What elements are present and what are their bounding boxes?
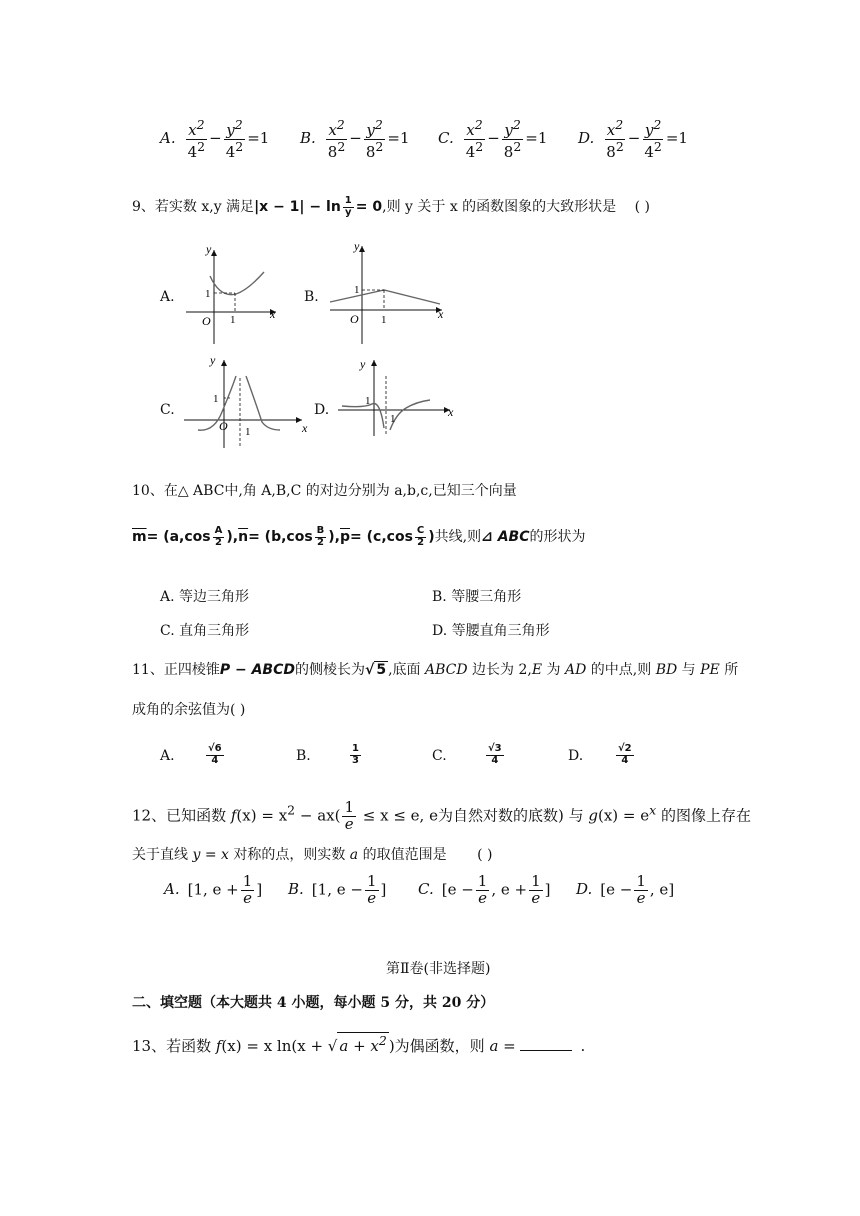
q12-f: f bbox=[230, 806, 237, 825]
vector-p-value: = (c,cos bbox=[350, 529, 413, 545]
q11-sqrt5: √ 5 bbox=[364, 662, 387, 678]
q10-tail2: 的形状为 bbox=[529, 529, 586, 545]
graph-d-one-y: 1 bbox=[365, 395, 371, 407]
q12-d-label: D. bbox=[576, 880, 593, 899]
q12-line1 bbox=[132, 800, 751, 833]
graph-b-x-label: x bbox=[438, 307, 444, 321]
q8-y-num-exp: 2 bbox=[374, 117, 383, 132]
q11-option-b-frac bbox=[348, 744, 363, 766]
q11-sqrt5-value: 5 bbox=[376, 662, 387, 678]
q8-option-d bbox=[578, 118, 688, 161]
q8-x-num: $x^2$ bbox=[466, 117, 483, 139]
q8-rhs: =1 bbox=[665, 129, 688, 148]
q13-radicand: a + x bbox=[339, 1037, 379, 1055]
q12-paren: ( ) bbox=[477, 847, 493, 863]
q10-close-m: ), bbox=[226, 529, 239, 545]
q11-text-h: 所 bbox=[719, 662, 739, 678]
q11-option-c bbox=[432, 748, 447, 764]
q10-option-a bbox=[160, 586, 249, 606]
q10-option-b-text: 等腰三角形 bbox=[451, 589, 522, 605]
q12-a-open: [1, e + bbox=[187, 880, 239, 899]
q12-d-close: ] bbox=[668, 880, 675, 899]
vector-m-value: = (a,cos bbox=[146, 529, 211, 545]
vector-n: $\overline{n}$ bbox=[238, 529, 249, 545]
q8-y-fraction bbox=[642, 118, 664, 161]
q8-option-b bbox=[300, 118, 410, 161]
q8-x-den: $4^2$ bbox=[187, 138, 206, 161]
q12-option-d bbox=[576, 874, 674, 907]
frac-a-over-2 bbox=[213, 526, 225, 548]
q10-option-c-text: 直角三角形 bbox=[179, 623, 250, 639]
q8-y-fraction bbox=[224, 118, 246, 161]
q10-option-c bbox=[160, 620, 249, 640]
q12-exp: x bbox=[649, 802, 657, 818]
frac-b-num: B bbox=[316, 525, 325, 536]
graph-d-x-label: x bbox=[448, 405, 454, 419]
q12-d-num: 1 bbox=[636, 872, 646, 890]
q10-option-b-label: B. bbox=[432, 589, 447, 605]
q8-x-num-exp: 2 bbox=[615, 117, 624, 132]
graph-b-origin: O bbox=[350, 312, 359, 326]
q11-c-den: 4 bbox=[491, 754, 499, 766]
q10-option-a-text: 等边三角形 bbox=[179, 589, 250, 605]
q8-x-num-exp: 2 bbox=[196, 117, 205, 132]
q8-y-fraction bbox=[364, 118, 386, 161]
q12-text-b: − ax( bbox=[295, 806, 341, 825]
section-title: 第Ⅱ卷(非选择题) bbox=[386, 961, 491, 977]
q8-y-den: $4^2$ bbox=[644, 138, 662, 161]
q11-text-a: 11、正四棱锥 bbox=[132, 662, 220, 678]
q10-option-a-label: A. bbox=[160, 589, 175, 605]
q11-text-f: 的中点,则 bbox=[586, 662, 656, 678]
q11-option-b bbox=[296, 748, 311, 764]
q8-y-fraction bbox=[502, 118, 524, 161]
q9-option-d-label: D. bbox=[314, 402, 330, 418]
q11-a-den: 4 bbox=[211, 754, 219, 766]
q11-bd: BD bbox=[655, 662, 678, 678]
q13-var-a: a bbox=[489, 1037, 499, 1055]
q8-x-fraction bbox=[604, 118, 626, 161]
q12-c-num2: 1 bbox=[531, 872, 541, 890]
q8-x-den-exp: 2 bbox=[615, 138, 624, 154]
q12-option-b bbox=[288, 874, 386, 907]
q12-square: 2 bbox=[287, 802, 296, 818]
q8-option-label: A. bbox=[160, 129, 176, 148]
graph-a-one-x: 1 bbox=[230, 314, 236, 326]
q12-b-label: B. bbox=[288, 880, 304, 899]
q12-gx: (x) = e bbox=[597, 806, 650, 825]
frac-a-num: A bbox=[214, 525, 223, 536]
vector-p: $\overline{p}$ bbox=[340, 529, 351, 545]
graph-c-one-x: 1 bbox=[245, 426, 251, 438]
q8-rhs: =1 bbox=[247, 129, 270, 148]
q9-graph-c bbox=[180, 350, 320, 450]
q13-sqrt: √ $a + x^2$ bbox=[327, 1033, 387, 1055]
q8-y-den-exp: 2 bbox=[375, 138, 384, 154]
q12-line2 bbox=[132, 844, 492, 864]
q12-c-mid: , e + bbox=[491, 880, 528, 899]
q11-option-c-frac: $\frac{√3}{4}$ bbox=[488, 743, 502, 766]
frac-c-over-2 bbox=[415, 526, 426, 548]
graph-a-one-y: 1 bbox=[205, 288, 211, 300]
q13-text-c: )为偶函数，则 bbox=[388, 1037, 490, 1055]
q8-y-num: $y^2$ bbox=[504, 117, 521, 139]
q9-option-a-label: A. bbox=[160, 289, 175, 305]
q9-graph-b bbox=[324, 238, 454, 348]
q11-pyramid: P − ABCD bbox=[219, 662, 295, 678]
q8-y-num-exp: 2 bbox=[234, 117, 243, 132]
graph-c-one-y: 1 bbox=[213, 393, 219, 405]
q8-minus: − bbox=[487, 129, 500, 148]
q11-text-b: 的侧棱长为 bbox=[294, 662, 365, 678]
q12-d-open: [e − bbox=[600, 880, 633, 899]
q8-y-num: $y^2$ bbox=[366, 117, 383, 139]
q11-text-d: 边长为 2, bbox=[467, 662, 532, 678]
graph-d-y-label: y bbox=[360, 357, 366, 371]
q9-graph-a bbox=[180, 238, 290, 348]
frac-b-over-2 bbox=[315, 526, 327, 548]
q11-option-b-label: B. bbox=[296, 748, 311, 764]
q11-option-d-label: D. bbox=[568, 748, 584, 764]
q11-option-d bbox=[568, 748, 583, 764]
q8-option-label: D. bbox=[578, 129, 595, 148]
graph-c-y-label: y bbox=[210, 353, 216, 367]
q8-y-den: $4^2$ bbox=[225, 138, 244, 161]
q8-x-fraction bbox=[464, 118, 486, 161]
q12-line-eq: y = x bbox=[192, 847, 229, 863]
q8-y-den-exp: 2 bbox=[235, 138, 244, 154]
q12-c-den1: e bbox=[478, 888, 488, 907]
q8-y-den-exp: 2 bbox=[653, 138, 662, 154]
graph-c-origin: O bbox=[219, 419, 228, 433]
frac-c-den: 2 bbox=[417, 536, 425, 548]
q10-close-c: ) bbox=[428, 529, 435, 545]
graph-a-x-label: x bbox=[270, 307, 276, 321]
q8-y-den: $8^2$ bbox=[503, 138, 522, 161]
q12-a-close: ] bbox=[256, 880, 263, 899]
q11-option-c-label: C. bbox=[432, 748, 447, 764]
q11-option-d-frac: $\frac{√2}{4}$ bbox=[618, 743, 632, 766]
q13-eq: = bbox=[498, 1037, 516, 1055]
q12-frac-den: e bbox=[344, 814, 354, 833]
q8-minus: − bbox=[349, 129, 362, 148]
q9-condition-a: |x − 1| − ln bbox=[254, 199, 341, 215]
q8-x-den-exp: 2 bbox=[475, 138, 484, 154]
q12-c-open: [e − bbox=[441, 880, 474, 899]
q10-option-b bbox=[432, 586, 521, 606]
q11-d-num: 2 bbox=[624, 743, 632, 754]
q13-text-a: 13、若函数 bbox=[132, 1037, 216, 1055]
q9-prefix: 9、若实数 x,y 满足 bbox=[132, 199, 255, 215]
q8-x-den-exp: 2 bbox=[337, 138, 346, 154]
q8-x-fraction bbox=[326, 118, 348, 161]
q12-c-close: ] bbox=[544, 880, 551, 899]
q9-fraction-num: 1 bbox=[344, 195, 352, 206]
vector-n-value: = (b,cos bbox=[248, 529, 313, 545]
q8-x-num: $x^2$ bbox=[188, 117, 205, 139]
q9-question bbox=[132, 196, 650, 218]
q10-option-d bbox=[432, 620, 550, 640]
q9-fraction-den: y bbox=[345, 206, 352, 218]
q8-y-num-exp: 2 bbox=[653, 117, 662, 132]
frac-c-num: C bbox=[416, 525, 425, 536]
q8-y-num-exp: 2 bbox=[512, 117, 521, 132]
q9-paren: ( ) bbox=[634, 199, 651, 215]
q8-option-label: B. bbox=[300, 129, 316, 148]
q11-abcd: ABCD bbox=[424, 662, 468, 678]
q8-x-num-exp: 2 bbox=[474, 117, 483, 132]
q11-point-e: E bbox=[531, 662, 543, 678]
q10-close-n: ), bbox=[328, 529, 340, 545]
graph-d-one-x: 1 bbox=[390, 413, 396, 425]
q13-text-b: (x) = x ln(x + bbox=[221, 1037, 328, 1055]
q10-vectors bbox=[132, 526, 586, 548]
graph-a-origin: O bbox=[202, 314, 211, 328]
q12-b-open: [1, e − bbox=[311, 880, 363, 899]
q10-tail: 共线,则 bbox=[434, 529, 482, 545]
q12-option-a bbox=[164, 874, 262, 907]
q11-line1 bbox=[132, 659, 738, 679]
q12-c-label: C. bbox=[418, 880, 434, 899]
q12-text-a: 12、已知函数 bbox=[132, 806, 231, 825]
q11-option-a-frac: $\frac{√6}{4}$ bbox=[208, 743, 222, 766]
q9-condition-fraction bbox=[343, 196, 354, 218]
q11-c-num: 3 bbox=[494, 743, 502, 754]
q8-y-den: $8^2$ bbox=[365, 138, 384, 161]
q12-a-label: A. bbox=[164, 880, 180, 899]
vector-m: $\overline{m}$ bbox=[132, 529, 147, 545]
graph-b-one-x: 1 bbox=[381, 314, 387, 326]
graph-a-y-label: y bbox=[206, 242, 212, 256]
q10-line1: 10、在△ ABC中,角 A,B,C 的对边分别为 a,b,c,已知三个向量 bbox=[132, 483, 517, 499]
q10-option-c-label: C. bbox=[160, 623, 175, 639]
q12-d-den: e bbox=[636, 888, 646, 907]
q11-text-g: 与 bbox=[677, 662, 701, 678]
q12-text-d: 的图像上存在 bbox=[656, 806, 751, 825]
section-heading: 二、填空题（本大题共 4 小题，每小题 5 分，共 20 分） bbox=[132, 995, 495, 1011]
q13-question bbox=[132, 1032, 585, 1056]
q11-pe: PE bbox=[700, 662, 720, 678]
q8-x-num: $x^2$ bbox=[328, 117, 345, 139]
q13-end: . bbox=[575, 1037, 586, 1055]
q11-b-den: 3 bbox=[352, 754, 359, 766]
q11-option-a bbox=[160, 748, 175, 764]
q12-line2-a: 关于直线 bbox=[132, 847, 193, 863]
q8-x-den: $8^2$ bbox=[606, 138, 624, 161]
q12-c-num1: 1 bbox=[477, 872, 488, 890]
q8-x-num-exp: 2 bbox=[336, 117, 345, 132]
q11-text-e: 为 bbox=[542, 662, 565, 678]
q10-triangle: ⊿ ABC bbox=[481, 529, 530, 545]
q11-option-a-label: A. bbox=[160, 748, 175, 764]
q13-square: 2 bbox=[378, 1033, 387, 1048]
q8-y-num: $y^2$ bbox=[644, 117, 662, 139]
graph-c-x-label: x bbox=[302, 421, 308, 435]
q9-option-b-label: B. bbox=[304, 289, 319, 305]
q12-var-a: a bbox=[349, 847, 359, 863]
q12-option-c bbox=[418, 874, 551, 907]
q8-option-c bbox=[438, 118, 547, 161]
q9-suffix: ,则 y 关于 x 的函数图象的大致形状是 bbox=[382, 199, 617, 215]
frac-b-den: 2 bbox=[316, 536, 324, 548]
graph-b-y-label: y bbox=[354, 239, 360, 253]
q9-option-c-label: C. bbox=[160, 402, 175, 418]
frac-a-den: 2 bbox=[215, 536, 222, 548]
q12-b-close: ] bbox=[380, 880, 387, 899]
q11-d-den: 4 bbox=[621, 754, 629, 766]
q12-text-c: ≤ x ≤ e, e为自然对数的底数) 与 bbox=[358, 806, 589, 825]
q9-condition-b: = 0 bbox=[355, 199, 383, 215]
q12-line2-b: 对称的点，则实数 bbox=[228, 847, 350, 863]
q12-g: g bbox=[588, 806, 598, 825]
q8-x-fraction bbox=[186, 118, 208, 161]
q8-y-num: $y^2$ bbox=[226, 117, 243, 139]
q8-x-den: $4^2$ bbox=[465, 138, 484, 161]
q10-option-d-text: 等腰直角三角形 bbox=[451, 623, 550, 639]
q10-option-d-label: D. bbox=[432, 623, 448, 639]
q8-minus: − bbox=[627, 129, 641, 148]
q12-c-den2: e bbox=[531, 888, 541, 907]
q8-x-num: $x^2$ bbox=[606, 117, 624, 139]
q8-x-den-exp: 2 bbox=[197, 138, 206, 154]
q12-b-num: 1 bbox=[366, 872, 377, 890]
q8-option-label: C. bbox=[438, 129, 454, 148]
q8-options bbox=[160, 118, 720, 166]
q11-options bbox=[160, 744, 660, 778]
q12-line2-c: 的取值范围是 bbox=[358, 847, 447, 863]
q12-a-num: 1 bbox=[242, 872, 253, 890]
q9-graph-d bbox=[334, 350, 464, 440]
graph-b-one-y: 1 bbox=[354, 284, 360, 296]
q12-d-mid: , e bbox=[649, 880, 669, 899]
q8-rhs: =1 bbox=[525, 129, 548, 148]
q12-fx: (x) = x bbox=[236, 806, 288, 825]
q11-ad: AD bbox=[564, 662, 587, 678]
q11-a-num: 6 bbox=[214, 743, 222, 754]
q13-answer-blank[interactable] bbox=[520, 1050, 572, 1051]
q12-a-den: e bbox=[243, 888, 252, 907]
q12-b-den: e bbox=[367, 888, 377, 907]
q13-f: f bbox=[215, 1037, 222, 1055]
q8-rhs: =1 bbox=[387, 129, 410, 148]
q8-x-den: $8^2$ bbox=[327, 138, 346, 161]
q11-text-c: ,底面 bbox=[388, 662, 425, 678]
q8-option-a bbox=[160, 118, 269, 161]
q11-line2: 成角的余弦值为( ) bbox=[132, 702, 246, 718]
q8-minus: − bbox=[209, 129, 222, 148]
q12-frac-num: 1 bbox=[344, 798, 355, 816]
q8-y-den-exp: 2 bbox=[513, 138, 522, 154]
q11-b-num: 1 bbox=[352, 743, 359, 754]
